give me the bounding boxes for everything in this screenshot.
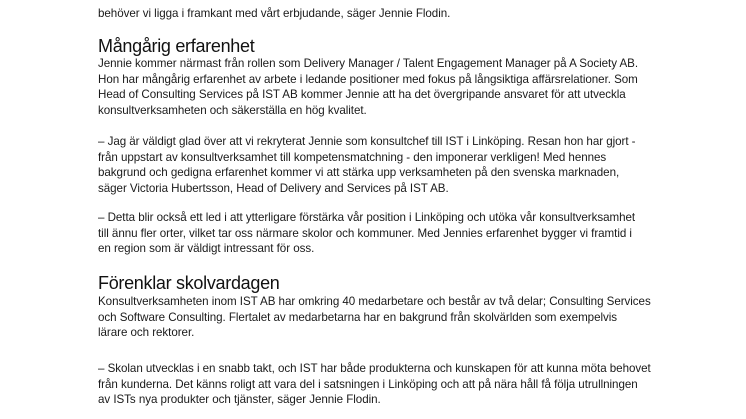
paragraph-line: från kunderna. Det känns roligt att vara del i satsningen i Linköping och att på nära håll få följa utrullningen [98, 377, 638, 391]
section1-paragraph-2 [98, 134, 635, 196]
paragraph-line: en region som är väldigt intressant för oss. [98, 242, 315, 256]
section-heading: Förenklar skolvardagen [98, 273, 280, 293]
paragraph-line: Jennie kommer närmast från rollen som Delivery Manager / Talent Engagement Manager på A Society AB. [98, 57, 639, 70]
paragraph-line: – Skolan utvecklas i en snabb takt, och IST har både produkterna och kunskapen för att kunna möta behovet [98, 362, 651, 375]
paragraph-line: av ISTs nya produkter och tjänster, säger Jennie Flodin. [98, 393, 381, 407]
section2-paragraph-2 [98, 361, 651, 408]
section-heading-experience [98, 35, 254, 57]
section-heading: Mångårig erfarenhet [98, 36, 255, 56]
paragraph-line: – Detta blir också ett led i att ytterligare förstärka vår position i Linköping och utöka vår konsultverksamhet [98, 211, 636, 224]
section1-paragraph-3 [98, 210, 635, 257]
paragraph-line: från uppstart av konsultverksamhet till kompetensmatchning - den imponerar verkligen! Med hennes [98, 150, 607, 164]
paragraph-line: Head of Consulting Services på IST AB kommer Jennie att ha det övergripande ansvaret för att utveckla [98, 88, 626, 102]
intro-paragraph [98, 6, 450, 22]
paragraph-line: Konsultverksamheten inom IST AB har omkring 40 medarbetare och består av två delar; Consulting Services [98, 295, 651, 308]
paragraph-line: Hon har mångårig erfarenhet av arbete i ledande positioner med fokus på långsiktiga affärsrelationer. Som [98, 72, 638, 86]
paragraph-line: konsultverksamheten och säkerställa en hög kvalitet. [98, 103, 367, 117]
paragraph-line: bakgrund och gedigna erfarenhet kommer vi att stärka upp verksamheten på den svenska marknaden, [98, 166, 620, 180]
paragraph-line: till ännu fler orter, vilket tar oss närmare skolor och kommuner. Med Jennies erfarenhet bygger vi framtid i [98, 226, 632, 240]
paragraph-line: och Software Consulting. Flertalet av medarbetarna har en bakgrund från skolvärlden som exempelvis [98, 310, 618, 324]
paragraph-line: – Jag är väldigt glad över att vi rekryterat Jennie som konsultchef till IST i Linköping. Resan hon har gjort - [98, 135, 636, 148]
section-heading-school [98, 272, 280, 294]
intro-line: behöver vi ligga i framkant med vårt erbjudande, säger Jennie Flodin. [98, 7, 451, 20]
section1-paragraph-1 [98, 56, 638, 118]
section2-paragraph-1 [98, 294, 651, 341]
paragraph-line: säger Victoria Hubertsson, Head of Delivery and Services på IST AB. [98, 181, 449, 195]
paragraph-line: lärare och rektorer. [98, 326, 195, 340]
